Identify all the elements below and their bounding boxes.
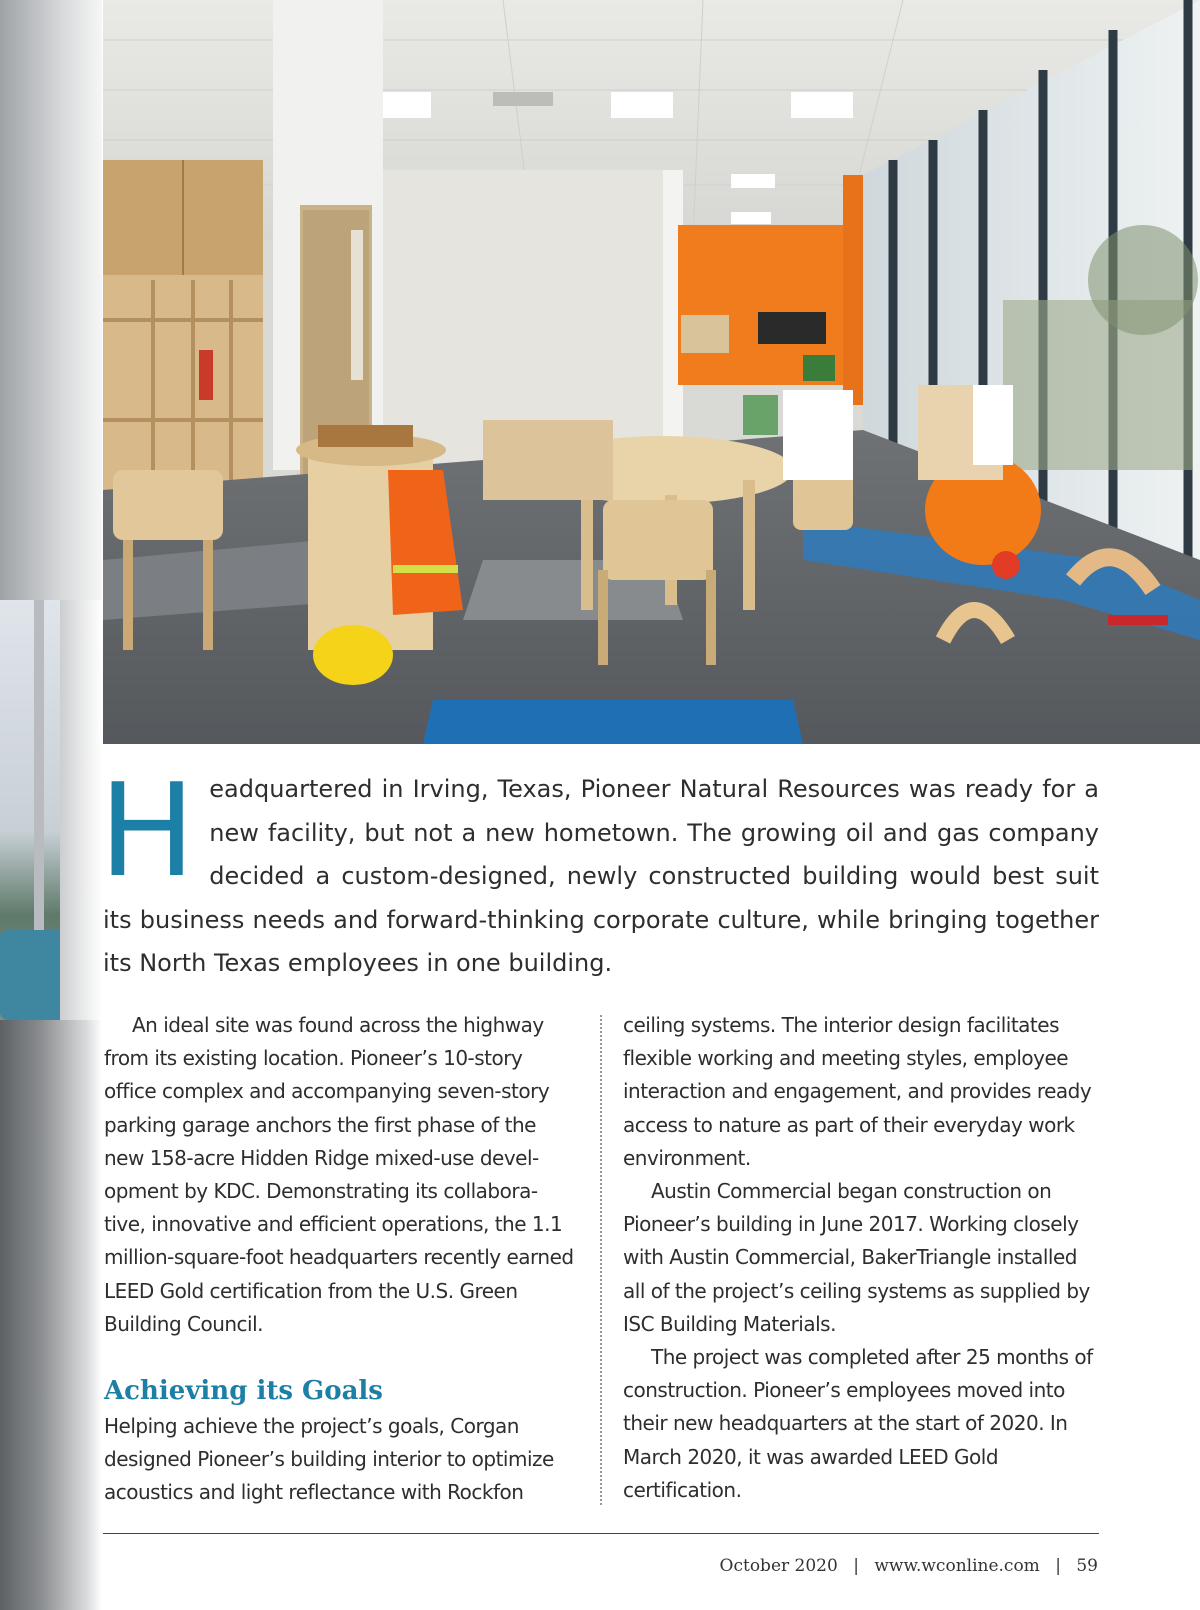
- footer-separator: |: [853, 1556, 859, 1576]
- left-paragraph-1: An ideal site was found across the highway from its existing location. Pioneer’s 10-story office complex and accompanying seven-story parking garage anchors the first phase of the new 158-acre Hidden Ridge mixed-use devel-opment by KDC. Demonstrating its collabora-tive, innovative and efficient operations, the 1.1 million-square-foot headquarters recently earned LEED Gold certification from the U.S. Green Building Council.: [104, 1013, 574, 1336]
- page-footer: [720, 1556, 1098, 1576]
- website-url: www.wconline.com: [874, 1556, 1040, 1576]
- column-divider: [600, 1015, 602, 1505]
- classroom-photo: [103, 0, 1200, 744]
- classroom-photo-illustration: [103, 0, 1200, 744]
- left-edge-photo-strip: [0, 0, 102, 1610]
- left-column: [104, 1009, 576, 1510]
- drop-cap: H: [99, 757, 192, 906]
- left-paragraph-2: Helping achieve the project’s goals, Corgan designed Pioneer’s building interior to optimize acoustics and light reflectance with Rockfon: [104, 1414, 554, 1505]
- section-heading: Achieving its Goals: [104, 1376, 383, 1407]
- right-paragraph-2: Austin Commercial began construction on Pioneer’s building in June 2017. Working closely with Austin Commercial, BakerTriangle installed all of the project’s ceiling systems as supplied by ISC Building Materials.: [623, 1179, 1090, 1336]
- right-paragraph-3: The project was completed after 25 months of construction. Pioneer’s employees moved into their new headquarters at the start of 2020. In March 2020, it was awarded LEED Gold certification.: [623, 1345, 1093, 1502]
- right-paragraph-1: ceiling systems. The interior design facilitates flexible working and meeting styles, employee interaction and engagement, and provides ready access to nature as part of their everyday work environment.: [623, 1013, 1092, 1170]
- edge-floor: [0, 1020, 102, 1610]
- edge-sofa: [0, 930, 60, 1020]
- footer-separator: |: [1055, 1556, 1061, 1576]
- issue-date: October 2020: [719, 1556, 838, 1576]
- intro-text: eadquartered in Irving, Texas, Pioneer Natural Resources was ready for a new facility, but not a new hometown. The growing oil and gas company decided a custom-designed, newly constructed building would best suit its business needs and forward-thinking corporate culture, while bringing together its North Texas employees in one building.: [103, 775, 1099, 977]
- intro-paragraph: [99, 757, 1099, 986]
- page-number: 59: [1076, 1556, 1098, 1576]
- edge-wall: [0, 0, 102, 600]
- right-column: [623, 1009, 1095, 1507]
- footer-rule: [103, 1533, 1099, 1534]
